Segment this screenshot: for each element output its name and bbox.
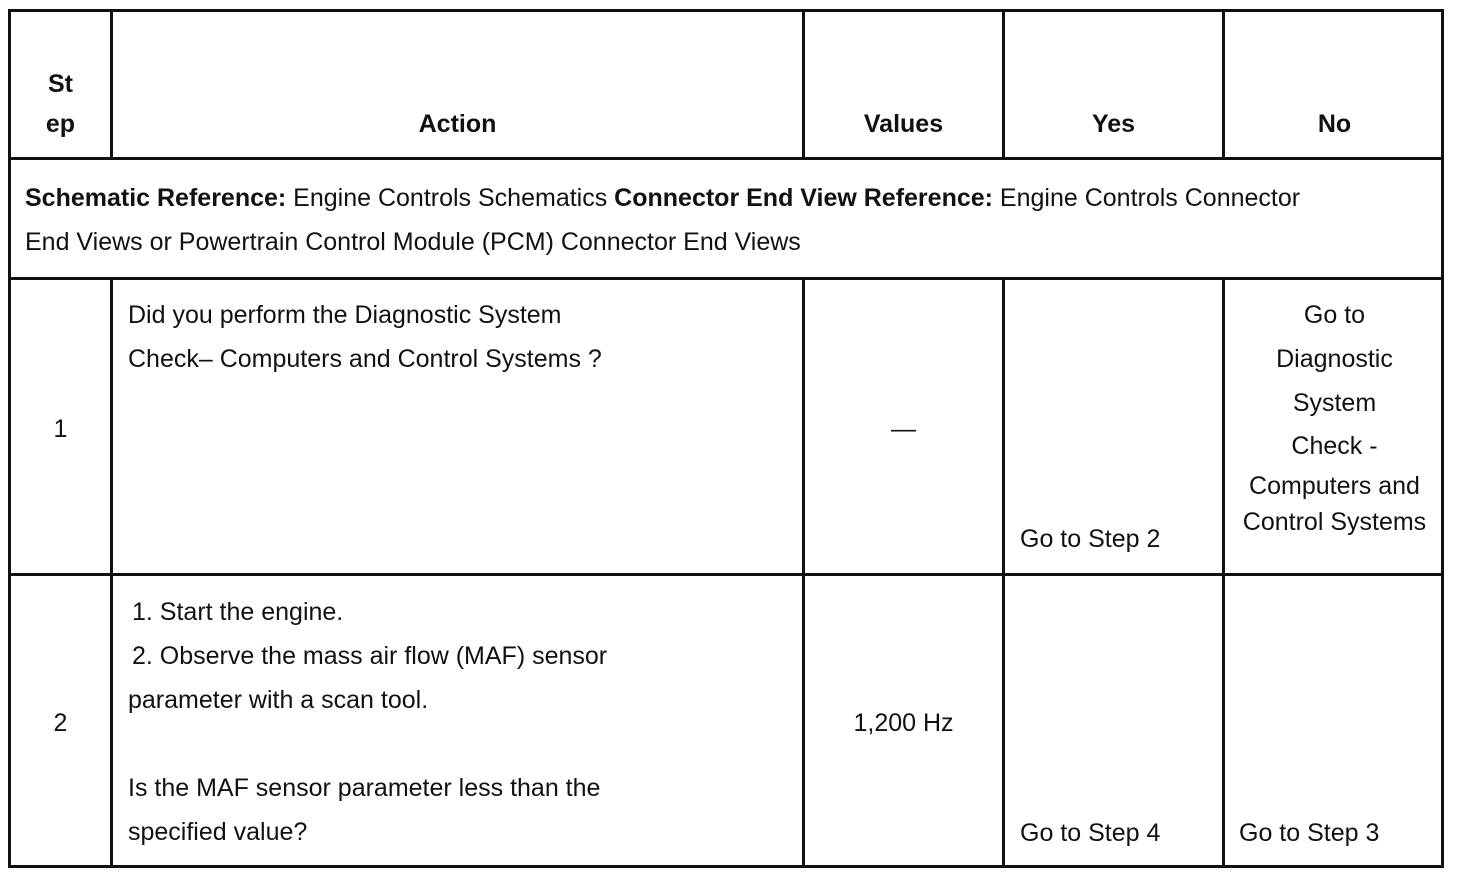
header-values: Values [863, 110, 944, 138]
header-step [11, 64, 110, 144]
action-list-item: 1. Start the engine. [132, 598, 344, 626]
action-text [128, 590, 798, 854]
spacer [128, 722, 798, 766]
no-line: Diagnostic [1276, 345, 1393, 373]
no-line: Computers and [1249, 472, 1420, 500]
action-question: specified value? [128, 818, 308, 846]
header-yes: Yes [1091, 110, 1136, 138]
reference-divider [11, 277, 1441, 280]
col-divider [1002, 277, 1005, 868]
value-text: — [891, 415, 916, 443]
step-number: 2 [53, 709, 68, 737]
action-list-item: 2. Observe the mass air flow (MAF) sensor [132, 642, 608, 670]
schematic-reference-value: Engine Controls Schematics [286, 184, 615, 212]
col-divider [802, 277, 805, 868]
yes-link: Go to Step 2 [1020, 525, 1161, 553]
connector-reference-label: Connector End View Reference: [614, 184, 993, 212]
header-action: Action [418, 110, 497, 138]
no-line: Check - [1291, 432, 1378, 460]
no-line: Control Systems [1242, 508, 1427, 536]
step-number: 1 [53, 415, 68, 443]
no-line: System [1292, 389, 1377, 417]
no-line: Go to [1303, 301, 1366, 329]
row-divider [11, 573, 1441, 576]
reference-text [25, 176, 1315, 264]
action-line: Check– Computers and Control Systems ? [128, 345, 602, 373]
action-text [128, 293, 798, 381]
no-link: Go to Step 3 [1239, 819, 1380, 847]
schematic-reference-label: Schematic Reference: [25, 184, 287, 212]
value-text: 1,200 Hz [853, 709, 954, 737]
diagnostic-table [8, 9, 1444, 868]
action-line: Did you perform the Diagnostic System [128, 301, 562, 329]
col-divider [110, 277, 113, 868]
action-question: Is the MAF sensor parameter less than the [128, 774, 601, 802]
action-line: parameter with a scan tool. [128, 686, 429, 714]
no-link [1225, 293, 1444, 539]
connector-reference-value: Engine Controls Connector End Views or Powertrain Control Module (PCM) Connector End Views [25, 184, 1301, 256]
header-no: No [1317, 110, 1352, 138]
header-divider [11, 157, 1441, 160]
header-step-line: ep [45, 110, 76, 138]
header-step-line: St [48, 70, 73, 98]
yes-link: Go to Step 4 [1020, 819, 1161, 847]
